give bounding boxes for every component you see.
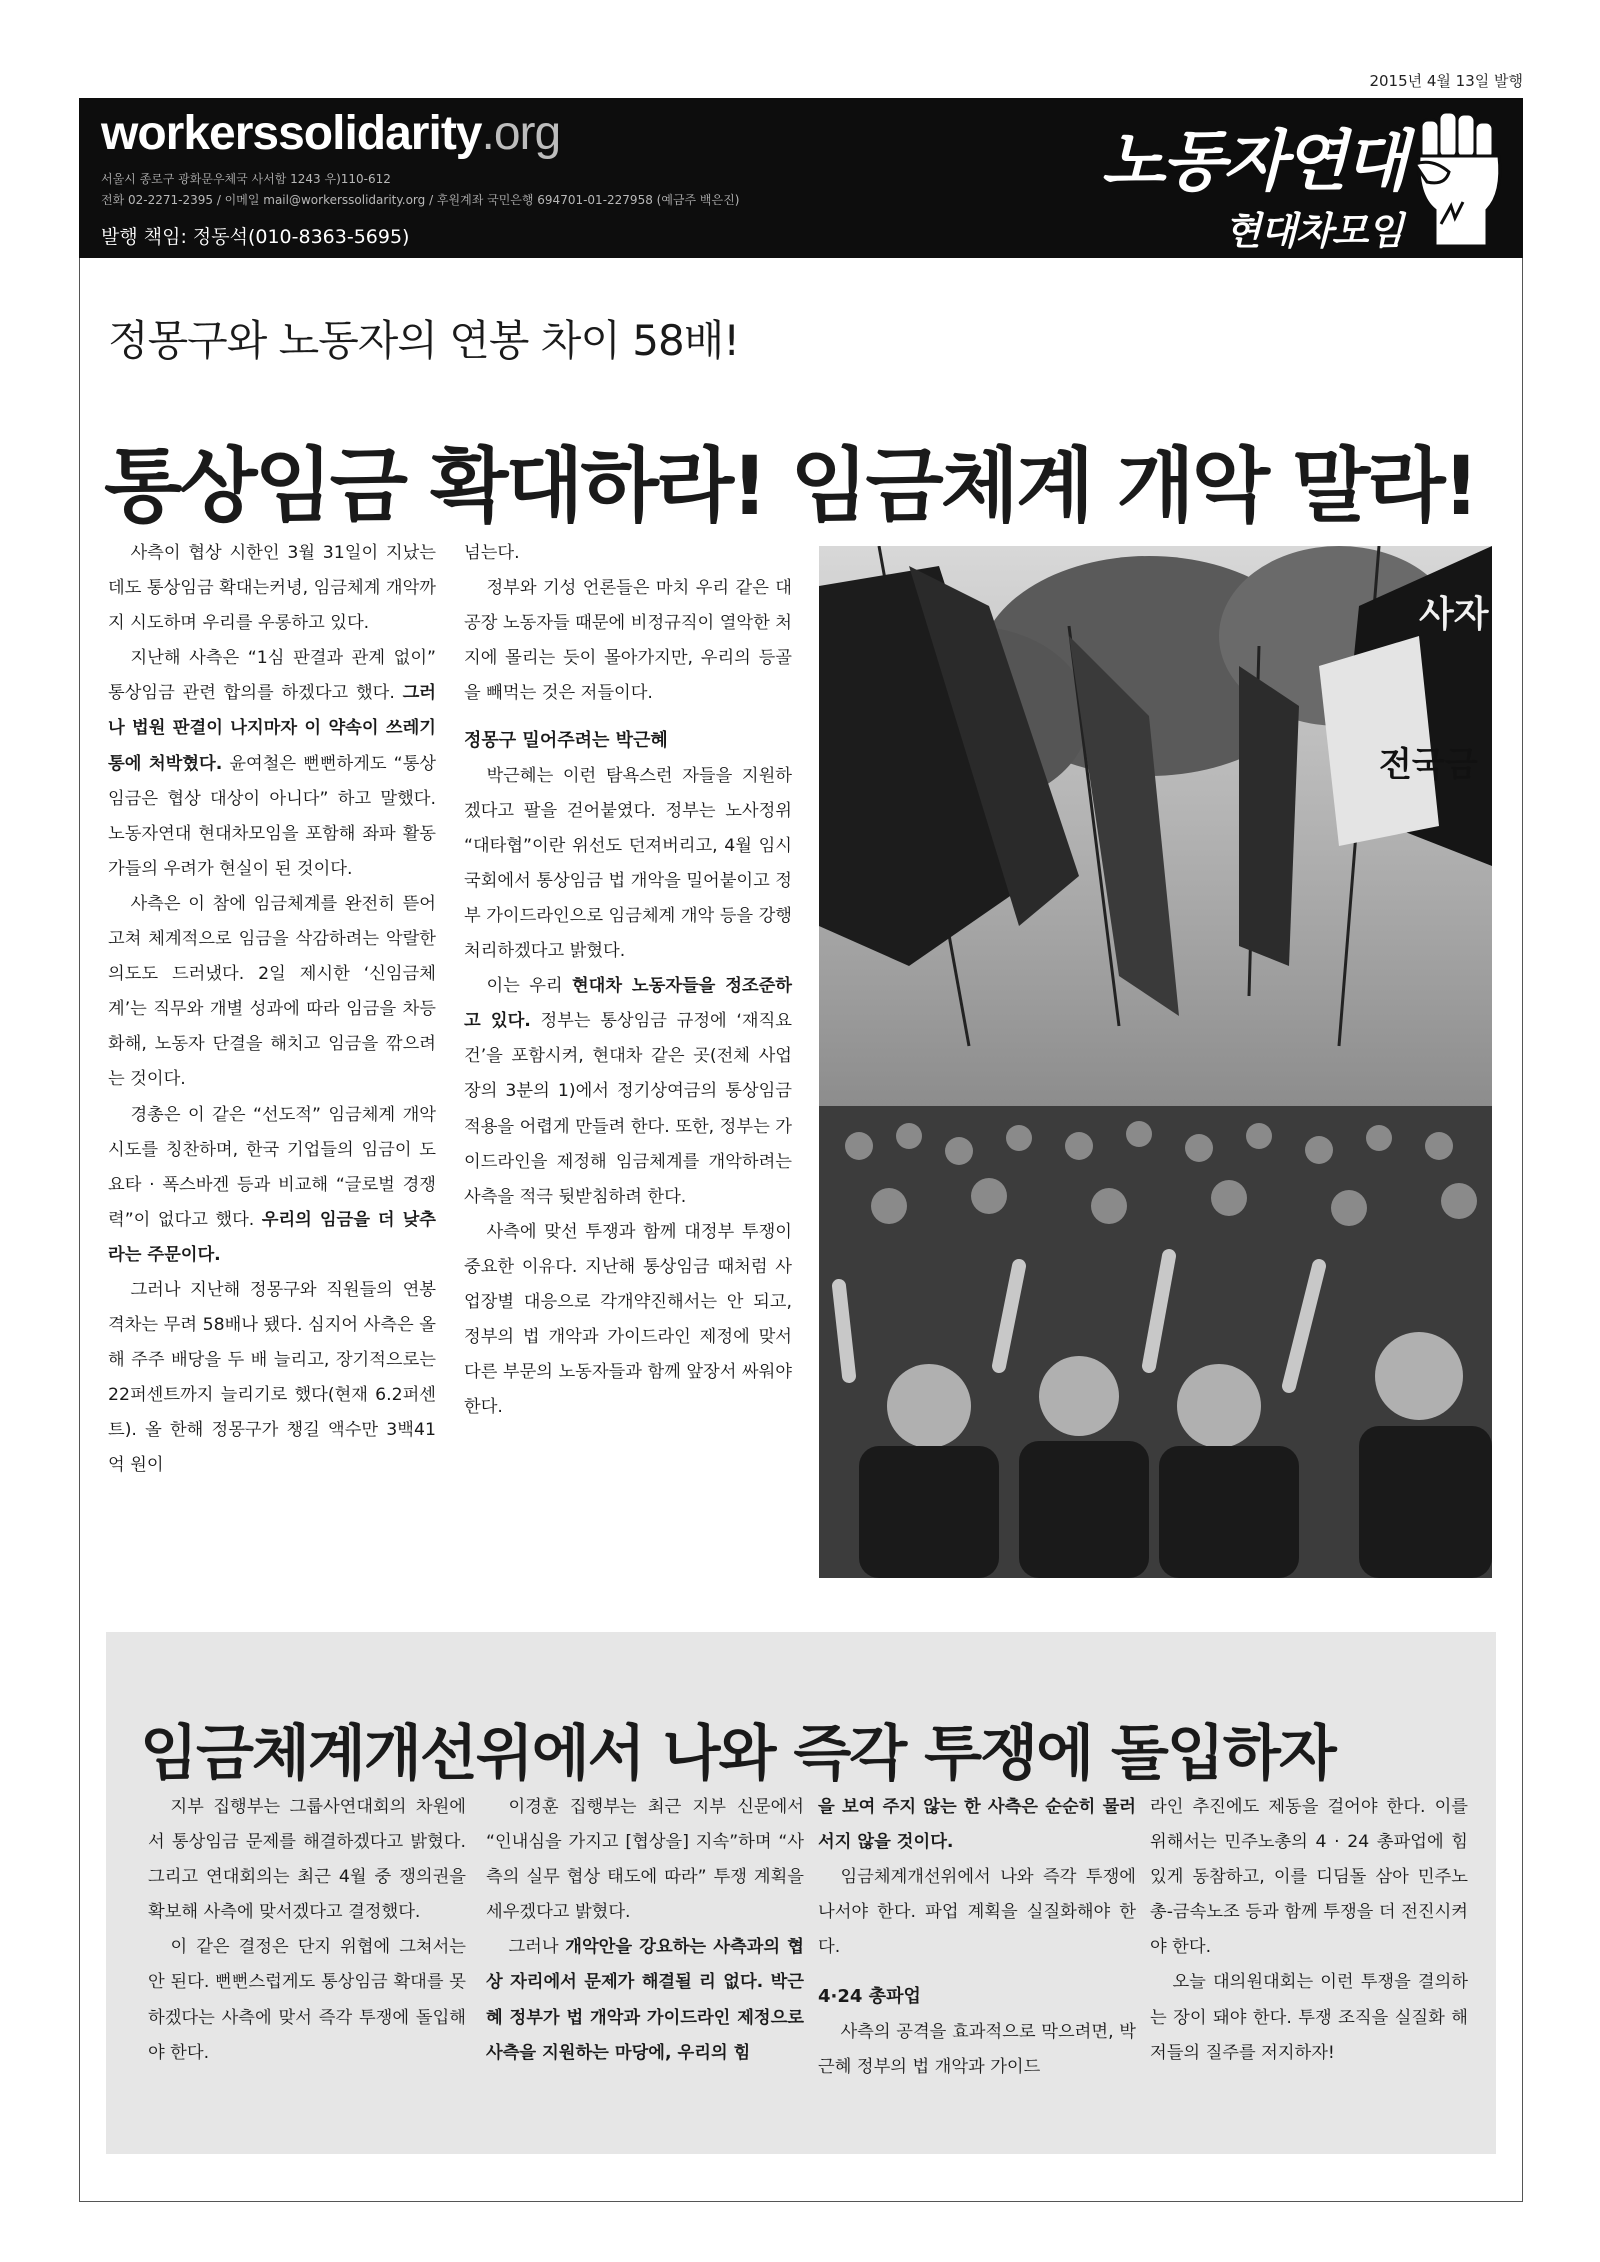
box-column-1 — [148, 1790, 466, 2071]
masthead — [79, 98, 1523, 258]
site-url[interactable] — [101, 106, 560, 161]
article-headline: 통상임금 확대하라! 임금체계 개악 말라! — [104, 440, 1477, 535]
address-line: 서울시 종로구 광화문우체국 사서함 1243 우)110-612 — [101, 172, 391, 186]
brand-subtitle: 현대차모임 — [1224, 209, 1403, 253]
paragraph: 을 보여 주지 않는 한 사측은 순순히 물러서지 않을 것이다. — [818, 1797, 1136, 1853]
sidebar-box — [106, 1632, 1496, 2154]
box-column-4 — [1150, 1790, 1468, 2071]
paragraph: 오늘 대의원대회는 이런 투쟁을 결의하는 장이 돼야 한다. 투쟁 조직을 실질화 해 저들의 질주를 저지하자! — [1150, 1972, 1468, 2063]
paragraph: 이는 우리 현대차 노동자들을 정조준하고 있다. 정부는 통상임금 규정에 ‘재직요건’을 포함시켜, 현대차 같은 곳(전체 사업장의 3분의 1)에서 정기상여금의 통상임금 적용을 어렵게 만들려 한다. 또한, 정부는 가이드라인을 제정해 임금체계를 개악하려는 사측을 적극 뒷받침하려 한다. — [464, 976, 793, 1207]
paragraph: 지부 집행부는 그룹사연대회의 차원에서 통상임금 문제를 해결하겠다고 밝혔다. 그리고 연대회의는 최근 4월 중 쟁의권을 확보해 사측에 맞서겠다고 결정했다. — [148, 1797, 466, 1923]
rally-photo — [819, 546, 1492, 1578]
paragraph: 사측은 이 참에 임금체계를 완전히 뜯어고쳐 체계적으로 임금을 삭감하려는 악랄한 의도도 드러냈다. 2일 제시한 ‘신임금체계’는 직무와 개별 성과에 따라 임금을 차등화해, 노동자 단결을 해치고 임금을 깎으려는 것이다. — [108, 893, 436, 1090]
flag-text: 전국금 — [1379, 745, 1478, 785]
issue-date: 2015년 4월 13일 발행 — [1369, 72, 1523, 90]
paragraph: 이경훈 집행부는 최근 지부 신문에서 “인내심을 가지고 [협상을] 지속”하며 “사측의 실무 협상 태도에 따라” 투쟁 계획을 세우겠다고 밝혔다. — [486, 1797, 804, 1923]
paragraph: 그러나 개악안을 강요하는 사측과의 협상 자리에서 문제가 해결될 리 없다. 박근혜 정부가 법 개악과 가이드라인 제정으로 사측을 지원하는 마당에, 우리의 힘 — [486, 1937, 804, 2063]
paragraph: 사측에 맞선 투쟁과 함께 대정부 투쟁이 중요한 이유다. 지난해 통상임금 때처럼 사업장별 대응으로 각개약진해서는 안 되고, 정부의 법 개악과 가이드라인 제정에 맞서 다른 부문의 노동자들과 함께 앞장서 싸워야 한다. — [464, 1221, 792, 1418]
article-column-2 — [464, 536, 792, 1425]
paragraph: 넘는다. — [464, 543, 520, 563]
article-subheadline: 정몽구와 노동자의 연봉 차이 58배! — [108, 316, 740, 365]
contact-line: 전화 02-2271-2395 / 이메일 mail@workerssolidarity.org / 후원계좌 국민은행 694701-01-227958 (예금주 백은진) — [101, 193, 740, 207]
article-column-1 — [108, 536, 436, 1484]
box-column-2 — [486, 1790, 804, 2071]
section-heading: 정몽구 밀어주려는 박근혜 — [464, 730, 668, 752]
site-tld: .org — [481, 107, 561, 160]
paragraph: 임금체계개선위에서 나와 즉각 투쟁에 나서야 한다. 파업 계획을 실질화해야 한다. — [818, 1867, 1136, 1958]
raised-fist-icon — [1411, 106, 1509, 250]
box-column-3 — [818, 1790, 1136, 2085]
paragraph: 사측의 공격을 효과적으로 막으려면, 박근혜 정부의 법 개악과 가이드 — [818, 2021, 1136, 2077]
paragraph: 박근혜는 이런 탐욕스런 자들을 지원하겠다고 팔을 걷어붙였다. 정부는 노사정위 “대타협”이란 위선도 던져버리고, 4월 임시국회에서 통상임금 법 개악을 밀어붙이고 정부 가이드라인으로 임금체계 개악 등을 강행 처리하겠다고 밝혔다. — [464, 765, 792, 962]
paragraph: 라인 추진에도 제동을 걸어야 한다. 이를 위해서는 민주노총의 4 · 24 총파업에 힘있게 동참하고, 이를 디딤돌 삼아 민주노총-금속노조 등과 함께 투쟁을 더 전진시켜야 한다. — [1150, 1797, 1468, 1958]
paragraph: 경총은 이 같은 “선도적” 임금체계 개악 시도를 칭찬하며, 한국 기업들의 임금이 도요타 · 폭스바겐 등과 비교해 “글로벌 경쟁력”이 없다고 했다. 우리의 임금을 더 낮추라는 주문이다. — [108, 1104, 436, 1265]
paragraph: 이 같은 결정은 단지 위협에 그쳐서는 안 된다. 뻔뻔스럽게도 통상임금 확대를 못하겠다는 사측에 맞서 즉각 투쟁에 돌입해야 한다. — [148, 1937, 466, 2063]
paragraph: 그러나 지난해 정몽구와 직원들의 연봉 격차는 무려 58배나 됐다. 심지어 사측은 올해 주주 배당을 두 배 늘리고, 장기적으로는 22퍼센트까지 늘리기로 했다(현재 6.2퍼센트). 올 한해 정몽구가 챙길 액수만 3백41억 원이 — [108, 1279, 436, 1476]
site-name: workerssolidarity — [101, 107, 482, 160]
publisher-line: 발행 책임: 정동석(010-8363-5695) — [101, 226, 410, 248]
paragraph: 지난해 사측은 “1심 판결과 관계 없이” 통상임금 관련 합의를 하겠다고 했다. 그러나 법원 판결이 나지마자 이 약속이 쓰레기통에 처박혔다. 윤여철은 뻔뻔하게도 “통상임금은 협상 대상이 아니다” 하고 말했다. 노동자연대 현대차모임을 포함해 좌파 활동가들의 우려가 현실이 된 것이다. — [108, 648, 436, 879]
paragraph: 사측이 협상 시한인 3월 31일이 지났는데도 통상임금 확대는커녕, 임금체계 개악까지 시도하며 우리를 우롱하고 있다. — [108, 543, 436, 634]
brand-title: 노동자연대 — [1101, 123, 1405, 200]
paragraph: 정부와 기성 언론들은 마치 우리 같은 대공장 노동자들 때문에 비정규직이 열악한 처지에 몰리는 듯이 몰아가지만, 우리의 등골을 빼먹는 것은 저들이다. — [464, 578, 792, 704]
section-heading: 4·24 총파업 — [818, 1986, 921, 2008]
flag-text: 사자 — [1419, 594, 1489, 635]
box-title: 임금체계개선위에서 나와 즉각 투쟁에 돌입하자 — [140, 1718, 1335, 1789]
